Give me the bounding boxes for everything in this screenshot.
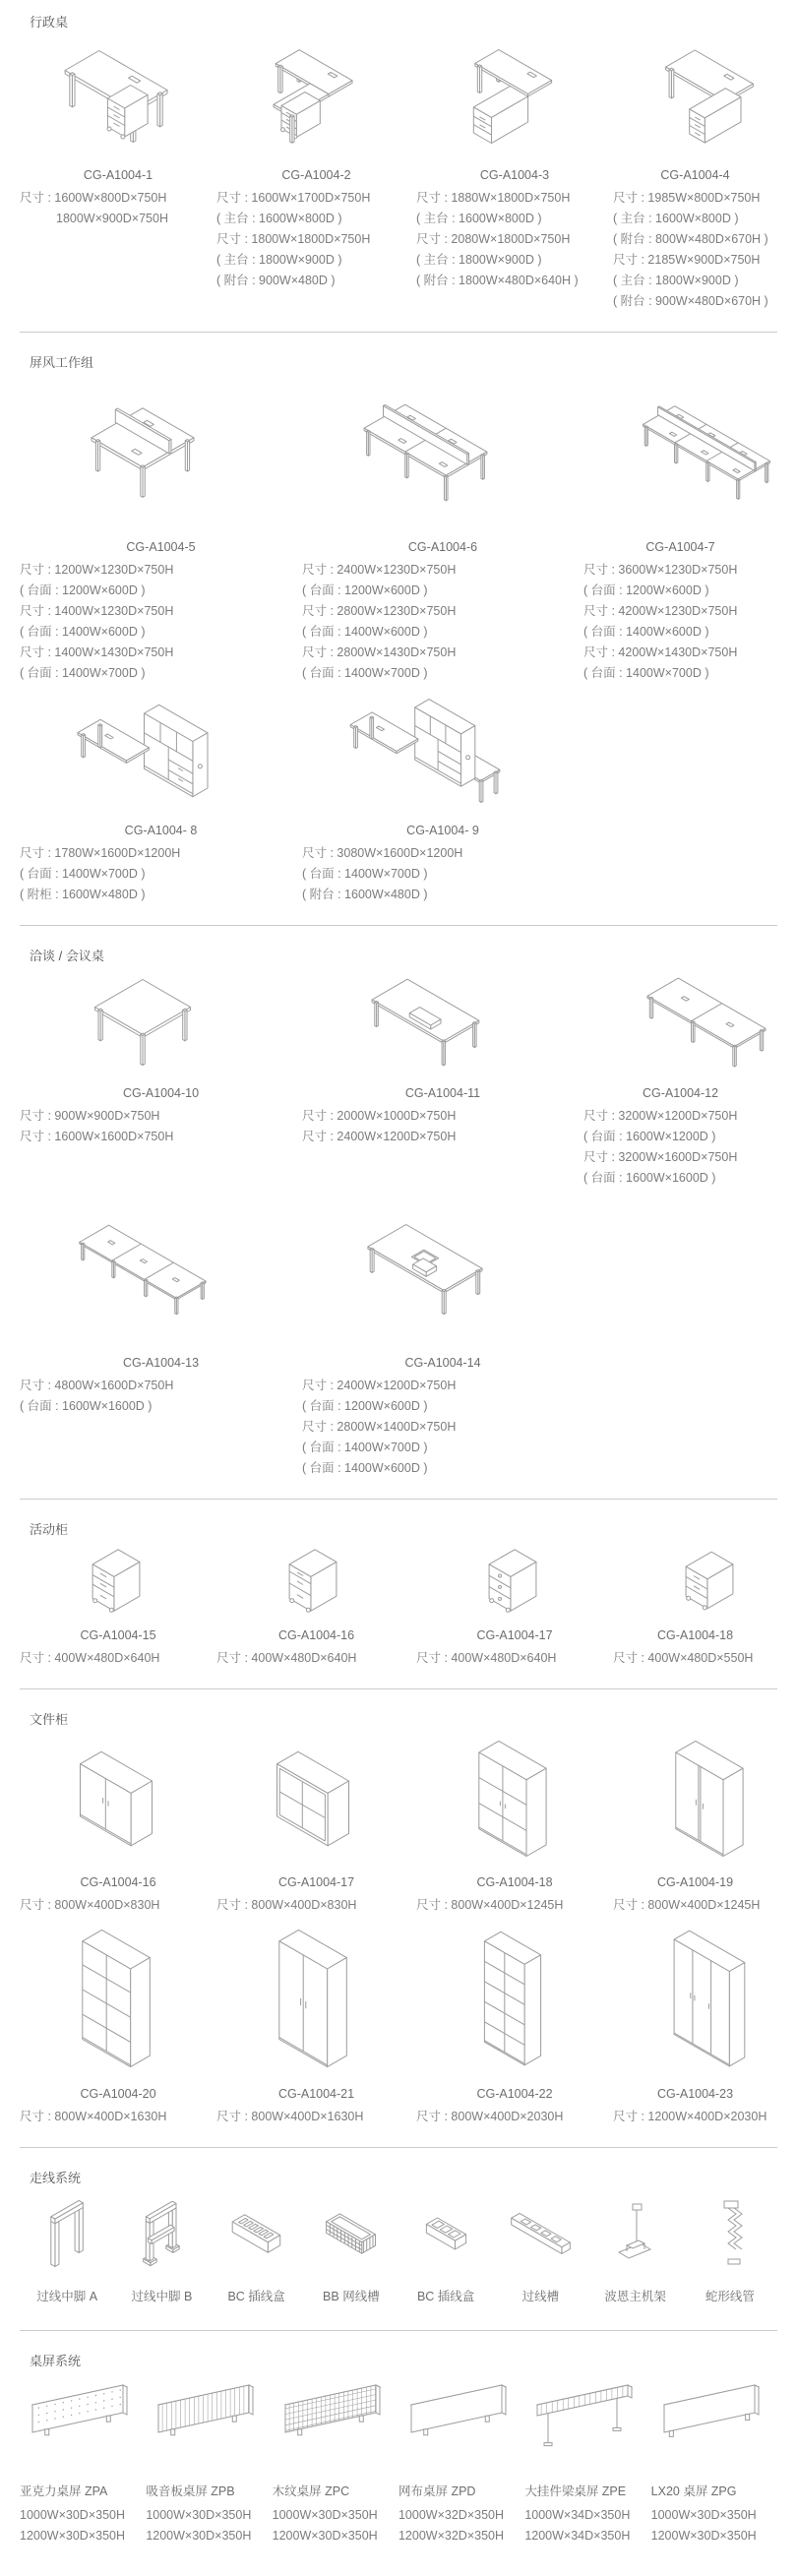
product-code: CG-A1004-13 [122,1356,200,1370]
product-card [302,1196,583,1479]
product-code: CG-A1004-22 [476,2087,553,2101]
product-specs [216,188,416,291]
product-card [210,2194,304,2310]
cable-tray-drawing [493,2194,587,2273]
product-code: CG-A1004-14 [404,1356,481,1370]
product-spec: 尺寸 : 2400W×1230D×750H [302,563,457,577]
product-code: CG-A1004- 9 [406,824,479,837]
section-title: 桌屏系统 [30,2354,82,2368]
product-code: 过线槽 [521,2290,560,2303]
product-spec: ( 主台 : 1800W×900D ) [216,253,342,267]
product-specs [416,2107,613,2127]
product-code: CG-A1004-11 [404,1086,481,1100]
product-specs [20,843,302,905]
product-specs [583,560,777,684]
product-spec: 1000W×30D×350H [20,2508,126,2522]
cabinet-low-open-drawing [216,1736,408,1862]
product-spec: ( 台面 : 1400W×700D ) [20,666,146,680]
socket-box-drawing [210,2194,304,2273]
product-card [20,1924,216,2127]
product-specs [583,1106,777,1189]
product-code: CG-A1004-1 [83,168,153,182]
cabinet-xtall-glass-drawing [416,1924,608,2073]
screen-lx20-drawing [651,2377,777,2468]
product-spec: 尺寸 : 400W×480D×550H [613,1651,754,1665]
product-card [20,38,216,312]
product-spec: 尺寸 : 1800W×1800D×750H [216,232,371,246]
product-spec: 尺寸 : 3600W×1230D×750H [583,563,738,577]
table-rect-drawing [302,972,548,1073]
table-square-drawing [20,972,266,1073]
product-spec: ( 台面 : 1600W×1600D ) [583,1171,716,1185]
product-spec: 尺寸 : 1400W×1230D×750H [20,604,174,618]
product-spec: 尺寸 : 2400W×1200D×750H [302,1379,457,1392]
product-card [216,1736,416,1916]
product-spec: 尺寸 : 400W×480D×640H [216,1651,357,1665]
product-spec: 1200W×32D×350H [398,2529,505,2543]
product-code: BB 网线槽 [323,2290,380,2303]
cable-spine-drawing [683,2194,777,2273]
product-spec: 1200W×34D×350H [524,2529,631,2543]
product-spec: ( 台面 : 1400W×600D ) [583,625,709,639]
cable-leg-a-drawing [20,2194,114,2273]
product-spec: 尺寸 : 900W×900D×750H [20,1109,160,1123]
product-card [683,2194,777,2310]
product-card [20,1546,216,1669]
screen-beam-drawing [524,2377,650,2468]
product-specs [146,2505,272,2546]
screen-acrylic-drawing [20,2377,146,2468]
product-card [146,2377,272,2546]
product-card [273,2377,398,2546]
product-code: 网布桌屏 ZPD [398,2484,476,2498]
product-specs [20,560,302,684]
product-row [20,1546,777,1669]
product-row [20,1736,777,1916]
product-spec: 尺寸 : 1600W×1700D×750H [216,191,371,205]
product-code: CG-A1004-6 [407,540,478,554]
product-code: CG-A1004-17 [277,1875,355,1889]
product-card [304,2194,398,2310]
product-card [613,38,777,312]
product-code: LX20 桌屏 ZPG [650,2484,737,2498]
desk-hutch-2-drawing [302,692,548,810]
product-card [583,379,777,684]
product-spec: ( 附台 : 800W×480D×670H ) [613,232,768,246]
product-spec: 尺寸 : 800W×400D×1630H [20,2110,167,2123]
product-code: 大挂件梁桌屏 ZPE [524,2484,627,2498]
product-card [416,1924,613,2127]
cpu-holder-drawing [588,2194,683,2273]
product-spec: ( 附台 : 1600W×480D ) [302,888,428,901]
product-code: CG-A1004-16 [277,1628,355,1642]
cabinet-mid-glass-drawing [416,1736,608,1862]
product-spec: 尺寸 : 2000W×1000D×750H [302,1109,457,1123]
desk-side-cab-drawing [613,38,797,154]
product-spec: ( 附台 : 1800W×480D×640H ) [416,274,579,287]
product-code: CG-A1004-19 [656,1875,734,1889]
product-code: CG-A1004-2 [281,168,351,182]
product-code: 过线中脚 B [131,2290,193,2303]
section-title: 行政桌 [30,15,69,30]
product-spec: 尺寸 : 1600W×1600D×750H [20,1130,174,1143]
product-code: CG-A1004-16 [80,1875,156,1889]
product-spec: ( 台面 : 1200W×600D ) [20,583,146,597]
desk-pedestal-drawing [20,38,212,154]
product-spec: 尺寸 : 2080W×1800D×750H [416,232,571,246]
product-code: 吸音板桌屏 ZPB [146,2484,235,2498]
product-specs [20,2107,216,2127]
product-spec: 尺寸 : 4800W×1600D×750H [20,1379,174,1392]
product-card [216,1924,416,2127]
product-code: CG-A1004-20 [80,2087,156,2101]
product-code: BC 插线盒 [416,2290,475,2303]
product-spec: 尺寸 : 2800W×1400D×750H [302,1420,457,1434]
section-title: 洽谈 / 会议桌 [30,949,104,963]
product-card [416,1546,613,1669]
product-spec: ( 台面 : 1400W×600D ) [302,1461,428,1475]
table-longer-drawing [20,1196,266,1342]
socket-box-2-drawing [398,2194,493,2273]
product-spec: ( 主台 : 1600W×800D ) [216,212,342,225]
workstation-2-drawing [302,379,548,526]
section-title: 文件柜 [30,1712,69,1727]
product-code: 木纹桌屏 ZPC [272,2484,350,2498]
product-code: CG-A1004-3 [479,168,550,182]
product-specs [20,1376,302,1417]
product-card [651,2377,777,2546]
product-spec: 尺寸 : 800W×400D×830H [20,1898,160,1912]
product-card [20,972,302,1189]
product-card [20,2377,146,2546]
product-spec: 尺寸 : 1400W×1430D×750H [20,645,174,659]
product-spec: 尺寸 : 1600W×800D×750H [20,191,167,205]
product-specs [216,1895,416,1916]
product-spec: 1200W×30D×350H [272,2529,378,2543]
product-specs [20,1648,216,1669]
product-specs [613,188,777,312]
product-spec: 1000W×30D×350H [650,2508,757,2522]
product-specs [416,188,613,291]
product-code: CG-A1004-15 [80,1628,156,1642]
product-specs [20,1895,216,1916]
product-row [20,38,777,312]
product-code: 过线中脚 A [36,2290,98,2303]
product-specs [216,2107,416,2127]
product-spec: ( 主台 : 1600W×800D ) [613,212,739,225]
product-spec: ( 附柜 : 1600W×480D ) [20,888,146,901]
product-card [20,2194,114,2310]
section-executive-desks [20,2,777,312]
table-long-drawing [583,972,797,1073]
product-spec: 1200W×30D×350H [146,2529,252,2543]
product-row [20,692,777,905]
product-spec: ( 台面 : 1400W×700D ) [302,1441,428,1454]
cabinet-low-doors-drawing [20,1736,212,1862]
product-specs [524,2505,650,2546]
section-desk-screens [20,2331,777,2546]
l-desk-drawing [216,38,408,154]
product-spec: 尺寸 : 800W×400D×1245H [613,1898,761,1912]
product-card [613,1924,777,2127]
product-specs [613,1648,777,1669]
product-spec: 尺寸 : 400W×480D×640H [416,1651,557,1665]
product-card [302,972,583,1189]
product-spec: ( 台面 : 1400W×700D ) [302,867,428,881]
product-spec: ( 台面 : 1200W×600D ) [583,583,709,597]
product-card [20,692,302,905]
screen-mesh-drawing [398,2377,524,2468]
product-card [398,2377,524,2546]
product-card [493,2194,587,2310]
product-specs [20,2505,146,2546]
desk-hutch-drawing [20,692,266,810]
product-spec: 尺寸 : 400W×480D×640H [20,1651,160,1665]
section-screen-workstations [20,333,777,905]
product-card [20,1196,302,1479]
product-card [398,2194,493,2310]
mobile-ped-b-drawing [216,1546,408,1615]
product-spec: 尺寸 : 2185W×900D×750H [613,253,761,267]
product-spec: 尺寸 : 1985W×800D×750H [613,191,761,205]
product-specs [416,1895,613,1916]
product-specs [273,2505,398,2546]
mobile-ped-c-drawing [416,1546,608,1615]
product-spec: ( 附台 : 900W×480D ) [216,274,336,287]
product-card [20,379,302,684]
product-card [302,379,583,684]
screen-fabric-drawing [146,2377,272,2468]
product-spec: ( 台面 : 1400W×700D ) [302,666,428,680]
product-card [216,38,416,312]
cabinet-tall-doors-drawing [216,1924,408,2073]
product-card [216,1546,416,1669]
product-spec: ( 台面 : 1200W×600D ) [302,1399,428,1413]
product-spec: 1000W×30D×350H [272,2508,378,2522]
product-spec: ( 台面 : 1600W×1600D ) [20,1399,153,1413]
wire-basket-drawing [304,2194,398,2273]
product-code: 亚克力桌屏 ZPA [20,2484,108,2498]
screen-wood-drawing [273,2377,398,2468]
product-spec: ( 主台 : 1800W×900D ) [416,253,542,267]
product-code: CG-A1004-10 [122,1086,200,1100]
product-code: CG-A1004-7 [645,540,715,554]
product-specs [302,1376,583,1479]
product-spec: 1000W×32D×350H [398,2508,505,2522]
workstation-1-drawing [20,379,266,526]
product-specs [216,1648,416,1669]
product-spec: 1000W×30D×350H [146,2508,252,2522]
product-row [20,2194,777,2310]
product-row [20,379,777,684]
product-code: CG-A1004-23 [656,2087,734,2101]
table-wirebox-drawing [302,1196,548,1342]
product-code: CG-A1004-4 [660,168,730,182]
product-spec: 尺寸 : 2800W×1430D×750H [302,645,457,659]
product-spec: 尺寸 : 3080W×1600D×1200H [302,846,463,860]
product-spec: 1200W×30D×350H [650,2529,757,2543]
product-code: 波恩主机架 [604,2290,666,2303]
product-spec: ( 台面 : 1400W×700D ) [583,666,709,680]
product-row [20,972,777,1189]
product-row [20,1924,777,2127]
product-code: CG-A1004- 8 [124,824,198,837]
product-spec: 尺寸 : 2400W×1200D×750H [302,1130,457,1143]
product-spec: 尺寸 : 3200W×1200D×750H [583,1109,738,1123]
product-specs [20,1106,302,1147]
product-spec: ( 主台 : 1800W×900D ) [613,274,739,287]
cabinet-mid-doors-drawing [613,1736,797,1862]
product-specs [613,2107,777,2127]
product-spec: ( 台面 : 1400W×600D ) [302,625,428,639]
product-card [416,38,613,312]
product-spec: 1000W×34D×350H [524,2508,631,2522]
product-code: BC 插线盒 [227,2290,285,2303]
product-code: CG-A1004-18 [656,1628,734,1642]
product-spec: ( 附台 : 900W×480D×670H ) [613,294,768,308]
section-cable-management [20,2148,777,2310]
cabinet-tall-glass-drawing [20,1924,212,2073]
product-spec: ( 主台 : 1600W×800D ) [416,212,542,225]
product-specs [398,2505,524,2546]
product-code: CG-A1004-5 [126,540,196,554]
section-mobile-pedestals [20,1500,777,1669]
product-card [20,1736,216,1916]
product-spec: 尺寸 : 800W×400D×1630H [216,2110,364,2123]
section-meeting-tables [20,926,777,1479]
product-spec: ( 台面 : 1400W×700D ) [20,867,146,881]
l-desk-cab-drawing [416,38,608,154]
product-spec: ( 台面 : 1200W×600D ) [302,583,428,597]
product-spec: ( 台面 : 1400W×600D ) [20,625,146,639]
product-specs [613,1895,777,1916]
product-spec: 尺寸 : 800W×400D×2030H [416,2110,564,2123]
product-code: CG-A1004-18 [476,1875,553,1889]
product-specs [302,843,583,905]
workstation-3-drawing [583,379,797,526]
mobile-ped-d-drawing [613,1546,797,1615]
product-card [613,1546,777,1669]
product-code: CG-A1004-17 [476,1628,553,1642]
product-spec: 尺寸 : 1200W×400D×2030H [613,2110,767,2123]
product-card [524,2377,650,2546]
product-spec: 尺寸 : 4200W×1430D×750H [583,645,738,659]
product-card [114,2194,209,2310]
product-code: 蛇形线管 [705,2290,755,2303]
product-specs [302,560,583,684]
product-spec: 1800W×900D×750H [56,212,168,225]
product-spec: 尺寸 : 800W×400D×830H [216,1898,357,1912]
product-spec: ( 台面 : 1600W×1200D ) [583,1130,716,1143]
product-specs [416,1648,613,1669]
product-code: CG-A1004-12 [642,1086,719,1100]
section-title: 走线系统 [30,2171,82,2185]
product-card [302,692,583,905]
product-card [416,1736,613,1916]
section-title: 活动柜 [30,1522,69,1537]
product-specs [20,188,216,229]
product-spec: 尺寸 : 1780W×1600D×1200H [20,846,181,860]
product-spec: 尺寸 : 2800W×1230D×750H [302,604,457,618]
product-row [20,1196,777,1479]
product-spec: 1200W×30D×350H [20,2529,126,2543]
product-card [613,1736,777,1916]
product-spec: 尺寸 : 800W×400D×1245H [416,1898,564,1912]
product-spec: 尺寸 : 1200W×1230D×750H [20,563,174,577]
product-spec: 尺寸 : 3200W×1600D×750H [583,1150,738,1164]
product-spec: 尺寸 : 4200W×1230D×750H [583,604,738,618]
product-specs [651,2505,777,2546]
product-spec: 尺寸 : 1880W×1800D×750H [416,191,571,205]
cabinet-wide-doors-drawing [613,1924,797,2073]
product-specs [302,1106,583,1147]
cable-leg-b-drawing [114,2194,209,2273]
product-card [583,972,777,1189]
section-file-cabinets [20,1689,777,2127]
product-card [588,2194,683,2310]
product-row [20,2377,777,2546]
mobile-ped-a-drawing [20,1546,212,1615]
section-title: 屏风工作组 [30,355,94,370]
product-code: CG-A1004-21 [277,2087,355,2101]
